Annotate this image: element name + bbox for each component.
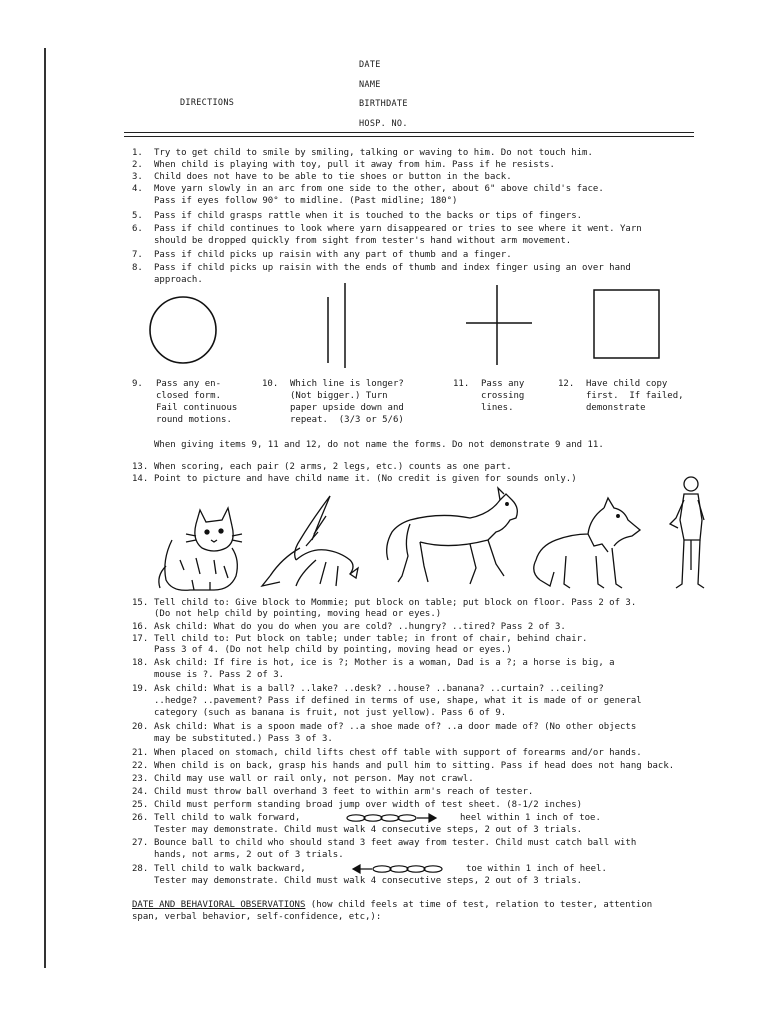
item-8: 8. Pass if child picks up raisin with the ends of thumb and index finger using an over hand (132, 263, 631, 273)
directions-title: DIRECTIONS (180, 98, 235, 108)
observations-label: DATE AND BEHAVIORAL OBSERVATIONS (132, 900, 306, 910)
item-9-caption: 9. Pass any en- closed form. Fail continuous round motions. (132, 379, 238, 425)
item-27: 27. Bounce ball to child who should stand 3 feet away from tester. Child must catch ball with (132, 838, 637, 848)
item-13: 13. When scoring, each pair (2 arms, 2 legs, etc.) counts as one part. (132, 462, 512, 472)
walk-forward-footsteps-icon (347, 814, 436, 822)
item-26-cont: Tester may demonstrate. Child must walk 4 consecutive steps, 2 out of 3 trials. (154, 825, 583, 835)
item-24: 24. Child must throw ball overhand 3 feet to within arm's reach of tester. (132, 787, 534, 797)
date-label: DATE (359, 60, 381, 70)
item-4-cont: Pass if eyes follow 90° to midline. (Past midline; 180°) (154, 196, 458, 206)
walk-backward-footsteps-icon (353, 865, 442, 873)
item-11-caption: 11. Pass any crossing lines. (453, 379, 525, 413)
item-28: 28. Tell child to walk backward, (132, 864, 306, 874)
item-28-toe-text: toe within 1 inch of heel. (466, 864, 607, 874)
item-5: 5. Pass if child grasps rattle when it is touched to the backs or tips of fingers. (132, 211, 583, 221)
item-17: 17. Tell child to: Put block on table; under table; in front of chair, behind chair. (132, 634, 588, 644)
item-19-cont-1: ..hedge? ..pavement? Pass if defined in terms of use, shape, what it is made of or general (154, 696, 642, 706)
birthdate-label: BIRTHDATE (359, 99, 408, 109)
item-15: 15. Tell child to: Give block to Mommie; put block on table; put block on floor. Pass 2 of 3. (132, 598, 637, 608)
observations-cont: span, verbal behavior, self-confidence, etc,): (132, 912, 382, 922)
item-20-cont: may be substituted.) Pass 3 of 3. (154, 734, 333, 744)
item-19-cont-2: category (such as banana is fruit, not just yellow). Pass 6 of 9. (154, 708, 507, 718)
item-6-cont: should be dropped quickly from sight from tester's hand without arm movement. (154, 236, 572, 246)
observations-text: (how child feels at time of test, relation to tester, attention (305, 900, 653, 910)
item-23: 23. Child may use wall or rail only, not person. May not crawl. (132, 774, 474, 784)
item-15-cont: (Do not help child by pointing, moving head or eyes.) (154, 609, 442, 619)
hosp-no-label: HOSP. NO. (359, 119, 408, 129)
item-12-caption: 12. Have child copy first. If failed, demonstrate (558, 379, 684, 413)
item-14: 14. Point to picture and have child name it. (No credit is given for sounds only.) (132, 474, 577, 484)
item-28-cont: Tester may demonstrate. Child must walk 4 consecutive steps, 2 out of 3 trials. (154, 876, 583, 886)
item-20: 20. Ask child: What is a spoon made of? ..a shoe made of? ..a door made of? (No other objects (132, 722, 637, 732)
figure-note: When giving items 9, 11 and 12, do not name the forms. Do not demonstrate 9 and 11. (154, 440, 604, 450)
item-25: 25. Child must perform standing broad jump over width of test sheet. (8-1/2 inches) (132, 800, 583, 810)
item-18: 18. Ask child: If fire is hot, ice is ?; Mother is a woman, Dad is a ?; a horse is big, a (132, 658, 615, 668)
item-10-caption: 10. Which line is longer? (Not bigger.) Turn paper upside down and repeat. (3/3 or 5/6) (262, 379, 404, 425)
item-6: 6. Pass if child continues to look where yarn disappeared or tries to see where it went. Yarn (132, 224, 642, 234)
item-2: 2. When child is playing with toy, pull it away from him. Pass if he resists. (132, 160, 555, 170)
name-label: NAME (359, 80, 381, 90)
item-7: 7. Pass if child picks up raisin with any part of thumb and a finger. (132, 250, 512, 260)
item-8-cont: approach. (154, 275, 203, 285)
item-1: 1. Try to get child to smile by smiling, talking or waving to him. Do not touch him. (132, 148, 593, 158)
item-19: 19. Ask child: What is a ball? ..lake? ..desk? ..house? ..banana? ..curtain? ..ceiling? (132, 684, 604, 694)
item-21: 21. When placed on stomach, child lifts chest off table with support of forearms and/or hands. (132, 748, 642, 758)
item-3: 3. Child does not have to be able to tie shoes or button in the back. (132, 172, 512, 182)
item-26: 26. Tell child to walk forward, (132, 813, 301, 823)
item-27-cont: hands, not arms, 2 out of 3 trials. (154, 850, 344, 860)
observations (132, 900, 652, 911)
item-4: 4. Move yarn slowly in an arc from one side to the other, about 6" above child's face. (132, 184, 604, 194)
item-17-cont: Pass 3 of 4. (Do not help child by pointing, moving head or eyes.) (154, 645, 512, 655)
item-22: 22. When child is on back, grasp his hands and pull him to sitting. Pass if head does not hang back. (132, 761, 675, 771)
item-18-cont: mouse is ?. Pass 2 of 3. (154, 670, 285, 680)
item-16: 16. Ask child: What do you do when you are cold? ..hungry? ..tired? Pass 2 of 3. (132, 622, 566, 632)
item-26-heel-text: heel within 1 inch of toe. (460, 813, 601, 823)
